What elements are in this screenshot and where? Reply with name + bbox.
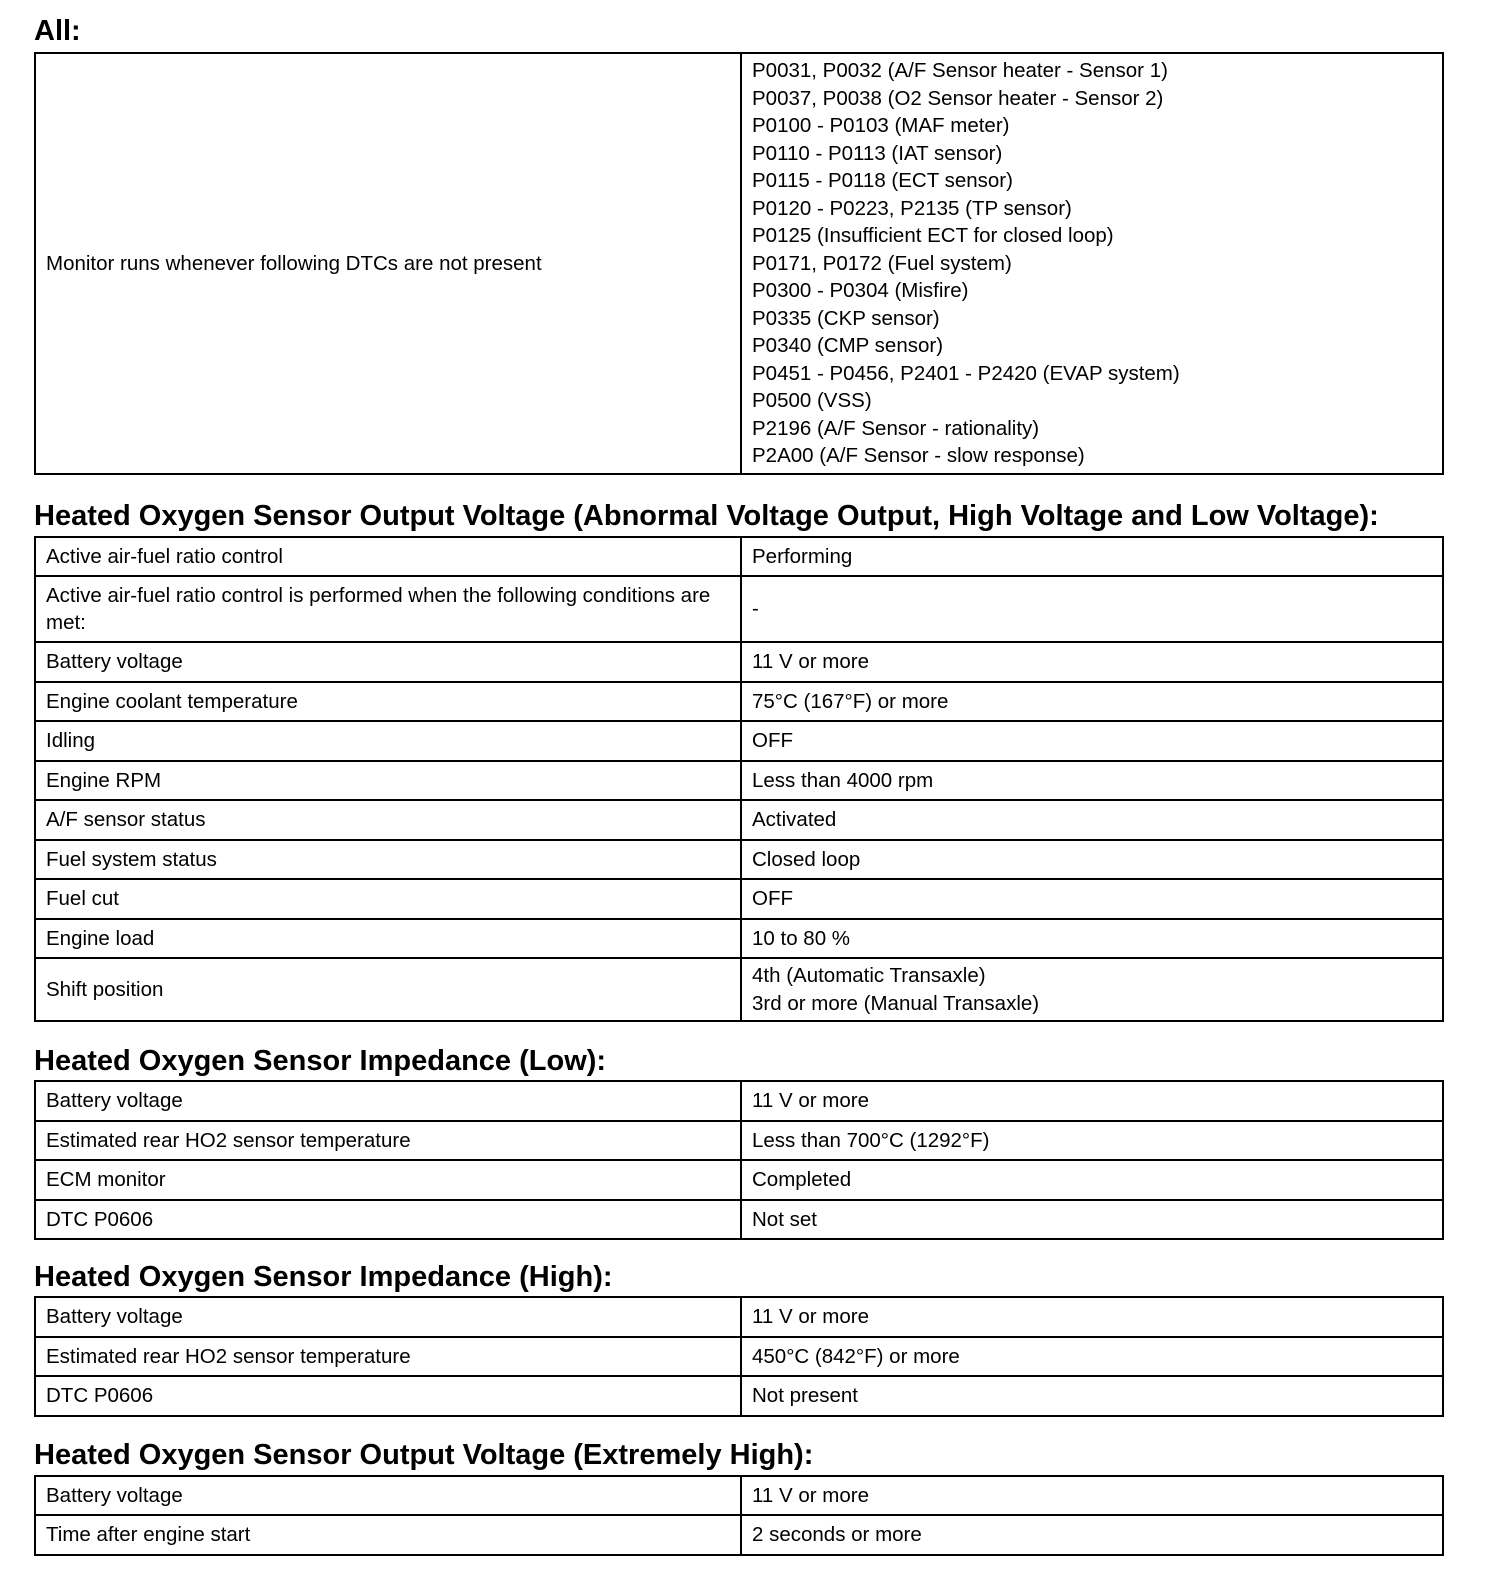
condition-label: A/F sensor status	[35, 800, 741, 840]
table-row	[35, 840, 1443, 880]
extremely-high-table	[34, 1475, 1444, 1556]
section-title-impedance-low: Heated Oxygen Sensor Impedance (Low):	[34, 1045, 607, 1077]
dtc-code-item: P0300 - P0304 (Misfire)	[752, 279, 969, 302]
section-title-all: All:	[34, 15, 81, 47]
condition-value: 450°C (842°F) or more	[741, 1337, 1443, 1377]
shift-position-automatic: 4th (Automatic Transaxle)	[752, 964, 986, 987]
table-row	[35, 958, 1443, 1021]
table-row	[35, 879, 1443, 919]
dtc-code-item: P0100 - P0103 (MAF meter)	[752, 114, 1010, 137]
condition-value: -	[741, 576, 1443, 642]
dtc-code-item: P0110 - P0113 (IAT sensor)	[752, 141, 1003, 165]
dtc-code-item: P2A00 (A/F Sensor - slow response)	[752, 444, 1085, 467]
condition-value: 11 V or more	[741, 642, 1443, 682]
all-conditions-table	[34, 52, 1444, 475]
condition-value: Not set	[741, 1200, 1443, 1240]
table-row	[35, 800, 1443, 840]
condition-label: Fuel cut	[35, 879, 741, 919]
condition-label: Shift position	[35, 958, 741, 1021]
condition-value: 11 V or more	[741, 1476, 1443, 1516]
condition-value: Less than 4000 rpm	[741, 761, 1443, 801]
condition-value: Performing	[741, 537, 1443, 577]
condition-value: Not present	[741, 1376, 1443, 1416]
condition-label: Estimated rear HO2 sensor temperature	[35, 1337, 741, 1377]
condition-value: Closed loop	[741, 840, 1443, 880]
dtc-code-item: P2196 (A/F Sensor - rationality)	[752, 416, 1040, 440]
condition-value: 2 seconds or more	[741, 1515, 1443, 1555]
condition-value: 10 to 80 %	[741, 919, 1443, 959]
condition-label: Battery voltage	[35, 1476, 741, 1516]
condition-label: Engine load	[35, 919, 741, 959]
document-page	[34, 0, 1444, 1556]
dtc-code-item: P0171, P0172 (Fuel system)	[752, 251, 1012, 275]
dtc-code-list	[741, 53, 1443, 474]
table-row	[35, 576, 1443, 642]
condition-label: Engine coolant temperature	[35, 682, 741, 722]
table-row	[35, 721, 1443, 761]
table-row	[35, 1337, 1443, 1377]
table-row	[35, 1200, 1443, 1240]
table-row	[35, 919, 1443, 959]
condition-label: Battery voltage	[35, 1081, 741, 1121]
condition-label: Battery voltage	[35, 1297, 741, 1337]
monitor-condition-label: Monitor runs whenever following DTCs are not present	[35, 53, 741, 474]
condition-label: Time after engine start	[35, 1515, 741, 1555]
table-row	[35, 1121, 1443, 1161]
condition-label: ECM monitor	[35, 1160, 741, 1200]
dtc-code-item: P0125 (Insufficient ECT for closed loop)	[752, 224, 1114, 247]
dtc-code-item: P0335 (CKP sensor)	[752, 306, 940, 330]
dtc-code-item: P0115 - P0118 (ECT sensor)	[752, 169, 1013, 192]
condition-value: 11 V or more	[741, 1081, 1443, 1121]
dtc-code-item: P0500 (VSS)	[752, 389, 872, 412]
dtc-code-item: P0451 - P0456, P2401 - P2420 (EVAP system)	[752, 361, 1180, 385]
impedance-low-table	[34, 1080, 1444, 1240]
section-title-abnormal-voltage: Heated Oxygen Sensor Output Voltage (Abnormal Voltage Output, High Voltage and Low Voltage):	[34, 499, 1379, 532]
table-row	[35, 1081, 1443, 1121]
condition-label: DTC P0606	[35, 1200, 741, 1240]
dtc-code-item: P0031, P0032 (A/F Sensor heater - Sensor 1)	[752, 59, 1168, 82]
table-row	[35, 1515, 1443, 1555]
dtc-code-item: P0120 - P0223, P2135 (TP sensor)	[752, 196, 1072, 220]
table-row	[35, 642, 1443, 682]
table-row	[35, 1476, 1443, 1516]
condition-label: Idling	[35, 721, 741, 761]
table-row	[35, 537, 1443, 577]
table-row	[35, 1297, 1443, 1337]
condition-value: OFF	[741, 721, 1443, 761]
abnormal-voltage-table	[34, 536, 1444, 1023]
dtc-code-item: P0340 (CMP sensor)	[752, 334, 944, 357]
condition-value: 11 V or more	[741, 1297, 1443, 1337]
condition-value	[741, 958, 1443, 1021]
table-row	[35, 53, 1443, 474]
table-row	[35, 1160, 1443, 1200]
condition-value: Activated	[741, 800, 1443, 840]
shift-position-manual: 3rd or more (Manual Transaxle)	[752, 991, 1040, 1015]
condition-label: Engine RPM	[35, 761, 741, 801]
condition-label: Battery voltage	[35, 642, 741, 682]
impedance-high-table	[34, 1296, 1444, 1417]
condition-value: Completed	[741, 1160, 1443, 1200]
table-row	[35, 1376, 1443, 1416]
section-title-impedance-high: Heated Oxygen Sensor Impedance (High):	[34, 1261, 613, 1293]
table-row	[35, 682, 1443, 722]
table-row	[35, 761, 1443, 801]
dtc-code-item: P0037, P0038 (O2 Sensor heater - Sensor 2)	[752, 86, 1164, 110]
condition-label: Active air-fuel ratio control is performed when the following conditions are met:	[35, 576, 741, 642]
section-title-extremely-high: Heated Oxygen Sensor Output Voltage (Extremely High):	[34, 1438, 814, 1471]
condition-label: DTC P0606	[35, 1376, 741, 1416]
condition-value: Less than 700°C (1292°F)	[741, 1121, 1443, 1161]
condition-label: Fuel system status	[35, 840, 741, 880]
condition-label: Estimated rear HO2 sensor temperature	[35, 1121, 741, 1161]
condition-value: 75°C (167°F) or more	[741, 682, 1443, 722]
condition-value: OFF	[741, 879, 1443, 919]
condition-label: Active air-fuel ratio control	[35, 537, 741, 577]
